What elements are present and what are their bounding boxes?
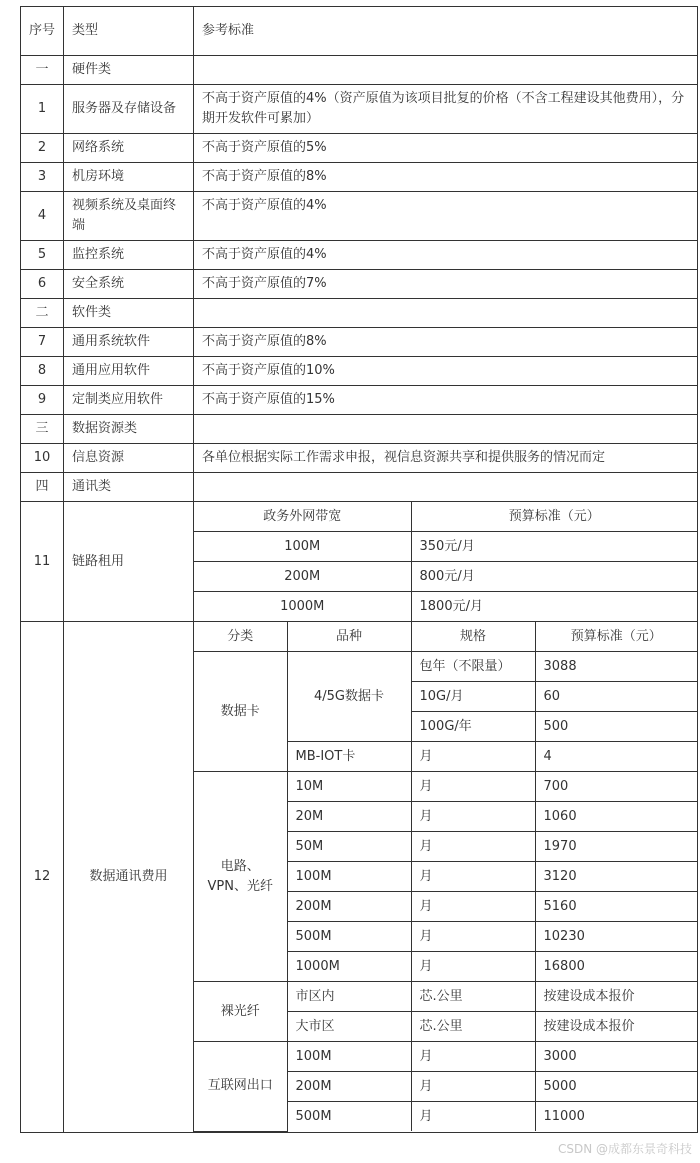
variety-cell: 市区内 [287,982,411,1012]
variety-cell: 10M [287,772,411,802]
section-no: 二 [21,299,64,328]
section-no: 四 [21,473,64,502]
table-row [21,192,698,241]
row-type: 通用应用软件 [64,357,194,386]
budget-cell: 4 [535,742,697,772]
row-type: 视频系统及桌面终端 [64,192,194,241]
table-row [21,163,698,192]
link-rental-row [21,502,698,622]
variety-cell: 200M [287,892,411,922]
table-row [194,532,697,562]
row-type: 信息资源 [64,444,194,473]
budget-cell: 10230 [535,922,697,952]
variety-cell: 100M [287,1042,411,1072]
budget-cell: 11000 [535,1102,697,1132]
section-name: 硬件类 [64,56,194,85]
header-type: 类型 [64,7,194,56]
table-row [21,241,698,270]
empty-cell [194,299,698,328]
table-row [21,386,698,415]
header-std: 参考标准 [194,7,698,56]
data-fees-cell [194,622,698,1133]
link-budget: 1800元/月 [411,592,697,622]
row-no: 12 [21,622,64,1133]
row-no: 4 [21,192,64,241]
row-no: 1 [21,85,64,134]
row-type: 机房环境 [64,163,194,192]
budget-cell: 500 [535,712,697,742]
variety-cell: 200M [287,1072,411,1102]
fees-header-budget: 预算标准（元） [535,622,697,652]
header-no: 序号 [21,7,64,56]
row-no: 8 [21,357,64,386]
variety-cell: 1000M [287,952,411,982]
row-no: 7 [21,328,64,357]
link-bandwidth: 100M [194,532,411,562]
watermark: CSDN @成都东景奇科技 [557,1142,692,1156]
row-std: 不高于资产原值的15% [194,386,698,415]
table-row [194,592,697,622]
row-no: 9 [21,386,64,415]
row-std: 不高于资产原值的8% [194,328,698,357]
row-std: 不高于资产原值的4% [194,241,698,270]
spec-cell: 月 [411,862,535,892]
table-row [21,357,698,386]
fees-header-spec: 规格 [411,622,535,652]
link-budget: 800元/月 [411,562,697,592]
spec-cell: 月 [411,892,535,922]
data-fees-row [21,622,698,1133]
link-budget: 350元/月 [411,532,697,562]
category-circuit: 电路、VPN、光纤 [194,772,287,982]
row-std: 不高于资产原值的8% [194,163,698,192]
category-data-card: 数据卡 [194,652,287,772]
row-type: 服务器及存储设备 [64,85,194,134]
table-row [21,134,698,163]
header-row [21,7,698,56]
link-header-budget: 预算标准（元） [411,502,697,532]
spec-cell: 月 [411,832,535,862]
row-type: 监控系统 [64,241,194,270]
link-header-bandwidth: 政务外网带宽 [194,502,411,532]
budget-cell: 3088 [535,652,697,682]
section-name: 软件类 [64,299,194,328]
spec-cell: 月 [411,802,535,832]
fees-header-category: 分类 [194,622,287,652]
link-bandwidth: 200M [194,562,411,592]
row-std: 不高于资产原值的5% [194,134,698,163]
empty-cell [194,473,698,502]
row-no: 6 [21,270,64,299]
budget-cell: 700 [535,772,697,802]
variety-cell: 100M [287,862,411,892]
row-std: 各单位根据实际工作需求申报，视信息资源共享和提供服务的情况而定 [194,444,698,473]
row-no: 10 [21,444,64,473]
variety-45g-card: 4/5G数据卡 [287,652,411,742]
section-no: 三 [21,415,64,444]
table-row [21,85,698,134]
empty-cell [194,415,698,444]
spec-cell: 芯.公里 [411,982,535,1012]
spec-cell: 月 [411,1102,535,1132]
spec-cell: 月 [411,1072,535,1102]
table-row [194,982,697,1012]
spec-cell: 月 [411,772,535,802]
category-internet: 互联网出口 [194,1042,287,1132]
variety-cell: 500M [287,1102,411,1132]
table-row [194,562,697,592]
spec-cell: 芯.公里 [411,1012,535,1042]
row-type: 定制类应用软件 [64,386,194,415]
budget-cell: 3120 [535,862,697,892]
data-fees-table [194,622,697,1132]
fees-header-variety: 品种 [287,622,411,652]
link-bandwidth: 1000M [194,592,411,622]
row-no: 5 [21,241,64,270]
section-name: 数据资源类 [64,415,194,444]
section-name: 通讯类 [64,473,194,502]
spec-cell: 月 [411,922,535,952]
maintenance-budget-table [20,6,698,1133]
row-type: 通用系统软件 [64,328,194,357]
table-row [194,772,697,802]
budget-cell: 3000 [535,1042,697,1072]
link-rental-table [194,502,697,621]
budget-cell: 16800 [535,952,697,982]
budget-cell: 5000 [535,1072,697,1102]
section-row-data-resources [21,415,698,444]
spec-cell: 月 [411,952,535,982]
variety-mbiot-card: MB-IOT卡 [287,742,411,772]
budget-cell: 按建设成本报价 [535,1012,697,1042]
row-std: 不高于资产原值的7% [194,270,698,299]
budget-cell: 按建设成本报价 [535,982,697,1012]
spec-cell: 月 [411,1042,535,1072]
row-std: 不高于资产原值的4%（资产原值为该项目批复的价格（不含工程建设其他费用），分期开发软件可累加） [194,85,698,134]
table-row [194,1042,697,1072]
spec-cell: 月 [411,742,535,772]
row-std: 不高于资产原值的10% [194,357,698,386]
row-no: 2 [21,134,64,163]
variety-cell: 50M [287,832,411,862]
table-row [21,444,698,473]
table-row [21,270,698,299]
row-type: 安全系统 [64,270,194,299]
link-rental-cell [194,502,698,622]
spec-cell: 100G/年 [411,712,535,742]
budget-cell: 60 [535,682,697,712]
spec-cell: 包年（不限量） [411,652,535,682]
fees-header-row [194,622,697,652]
spec-cell: 10G/月 [411,682,535,712]
variety-cell: 500M [287,922,411,952]
section-no: 一 [21,56,64,85]
budget-cell: 1060 [535,802,697,832]
budget-cell: 5160 [535,892,697,922]
table-row [21,328,698,357]
row-no: 3 [21,163,64,192]
row-std: 不高于资产原值的4% [194,192,698,241]
budget-cell: 1970 [535,832,697,862]
link-header-row [194,502,697,532]
row-type: 链路租用 [64,502,194,622]
section-row-communication [21,473,698,502]
empty-cell [194,56,698,85]
variety-cell: 20M [287,802,411,832]
category-bare-fiber: 裸光纤 [194,982,287,1042]
section-row-hardware [21,56,698,85]
row-no: 11 [21,502,64,622]
variety-cell: 大市区 [287,1012,411,1042]
section-row-software [21,299,698,328]
row-type: 数据通讯费用 [64,622,194,1133]
table-row [194,652,697,682]
row-type: 网络系统 [64,134,194,163]
